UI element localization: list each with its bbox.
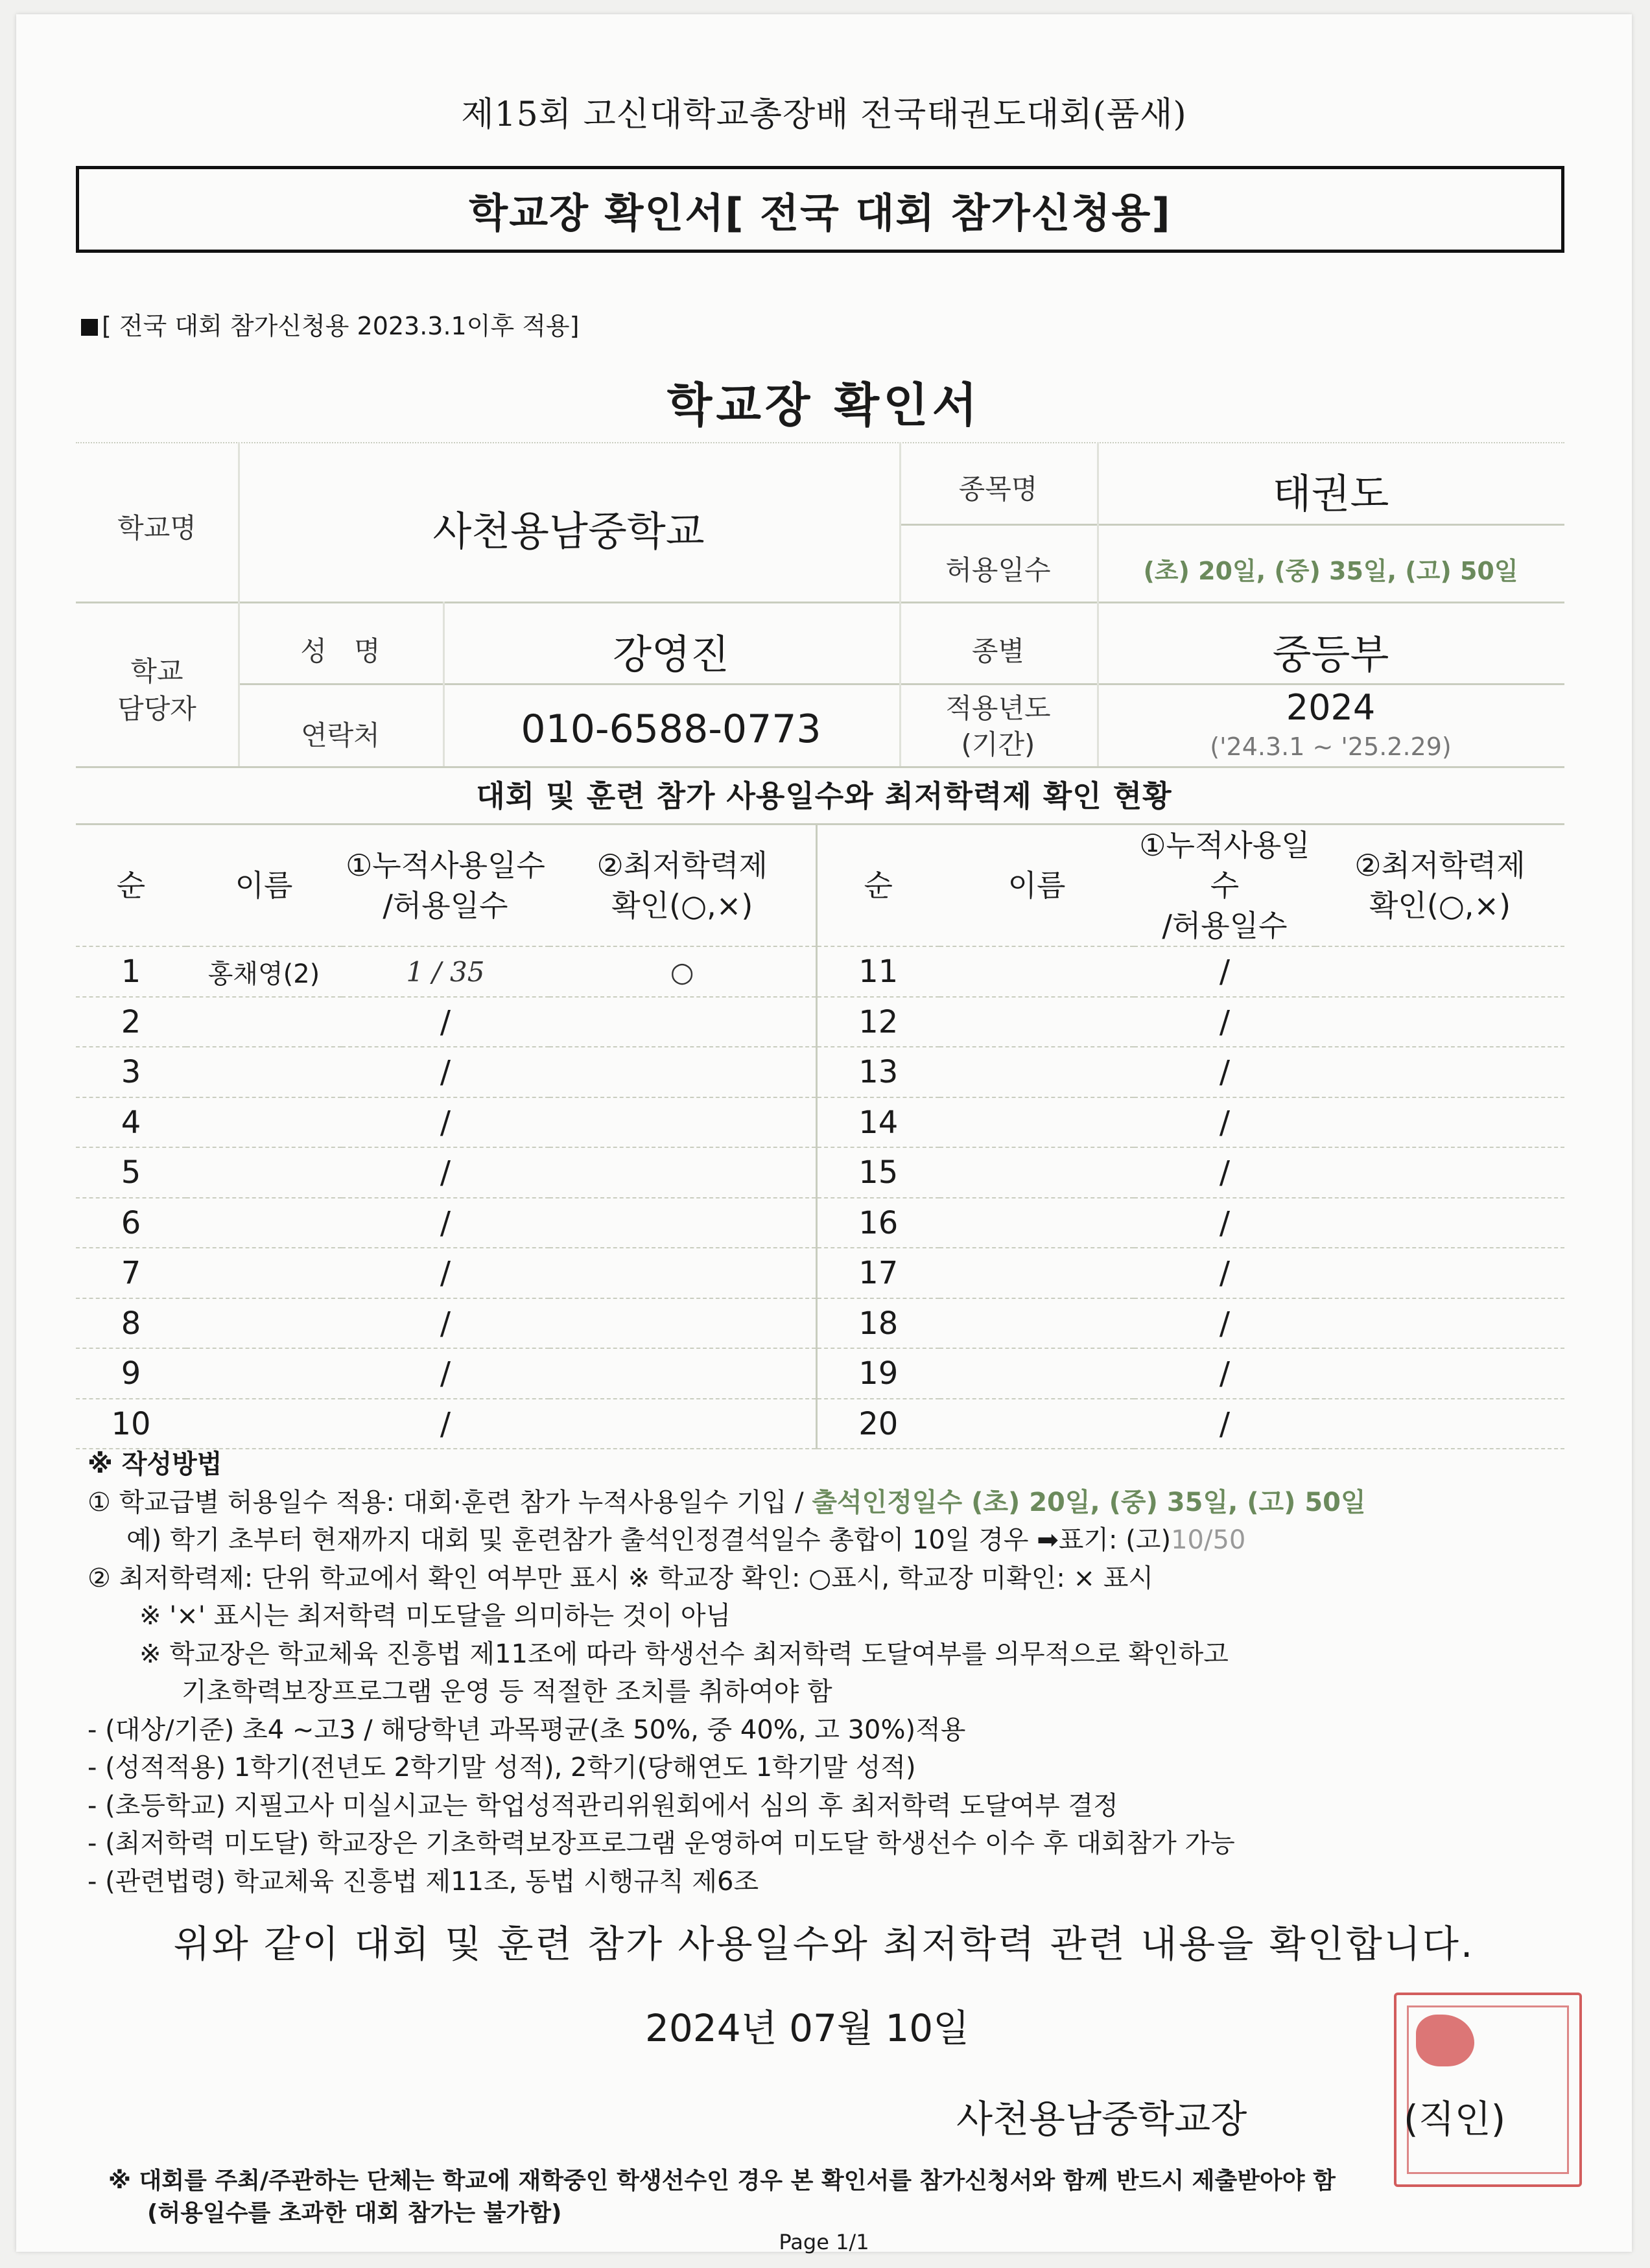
contact-label: 연락처 xyxy=(301,719,380,751)
header-name: 이름 xyxy=(186,824,342,947)
row-days: / xyxy=(342,1298,549,1349)
row-name xyxy=(186,1147,342,1198)
row-check xyxy=(549,1147,816,1198)
row-check-right xyxy=(1315,1198,1564,1248)
detail-3: - (초등학교) 지필고사 미실시교는 학업성적관리위원회에서 심의 후 최저학력 도달여부 결정 xyxy=(88,1790,1118,1821)
row-check xyxy=(549,1097,816,1148)
row-name-right xyxy=(939,1198,1134,1248)
row-days: / xyxy=(342,1198,549,1248)
division-value: 중등부 xyxy=(1272,631,1389,678)
row-days: / xyxy=(342,1348,549,1399)
school-value: 사천용남중학교 xyxy=(432,508,705,555)
allowed-days-value: (초) 20일, (중) 35일, (고) 50일 xyxy=(1143,557,1518,585)
row-name xyxy=(186,1047,342,1097)
row-name-right xyxy=(939,1248,1134,1298)
row-name-right xyxy=(939,1147,1134,1198)
row-name-right xyxy=(939,1047,1134,1097)
row-no: 7 xyxy=(76,1248,186,1298)
row-no-right: 16 xyxy=(816,1198,939,1248)
row-check-right xyxy=(1315,946,1564,997)
row-no-right: 14 xyxy=(816,1097,939,1148)
header-check: ②최저학력제 확인(○,×) xyxy=(549,824,816,947)
arrow-right-icon: ➡ xyxy=(1028,1525,1059,1555)
header-days: ①누적사용일수 /허용일수 xyxy=(342,824,549,947)
row-check xyxy=(549,1248,816,1298)
table-row xyxy=(76,1348,1564,1399)
row-no: 10 xyxy=(76,1399,186,1449)
row-days-right: / xyxy=(1134,1248,1315,1298)
note-2: ② 최저학력제: 단위 학교에서 확인 여부만 표시 ※ 학교장 확인: ○표시, 학교장 미확인: × 표시 xyxy=(88,1563,1154,1593)
row-check-right xyxy=(1315,997,1564,1047)
division-label: 종별 xyxy=(971,635,1025,667)
row-name xyxy=(186,1348,342,1399)
row-name xyxy=(186,1097,342,1148)
row-no-right: 13 xyxy=(816,1047,939,1097)
row-name xyxy=(186,1298,342,1349)
footnote xyxy=(108,2165,1336,2230)
detail-5: - (관련법령) 학교체육 진흥법 제11조, 동법 시행규칙 제6조 xyxy=(88,1866,759,1897)
row-name: 홍채영(2) xyxy=(186,946,342,997)
detail-1: - (대상/기준) 초4 ~고3 / 해당학년 과목평균(초 50%, 중 40%, 고 30%)적용 xyxy=(88,1714,966,1745)
note-1 xyxy=(88,1484,1366,1522)
row-no: 1 xyxy=(76,946,186,997)
footnote-line-2: (허용일수를 초과한 대회 참가는 불가함) xyxy=(147,2200,562,2227)
row-no: 4 xyxy=(76,1097,186,1148)
application-note-text: [ 전국 대회 참가신청용 2023.3.1이후 적용] xyxy=(102,312,580,340)
table-row xyxy=(76,1047,1564,1097)
contact-value: 010-6588-0773 xyxy=(521,707,821,752)
row-days-right: / xyxy=(1134,997,1315,1047)
document-title: 학교장 확인서 xyxy=(666,378,982,432)
box-title xyxy=(76,166,1564,253)
row-days-right: / xyxy=(1134,1198,1315,1248)
note-2-c: 기초학력보장프로그램 운영 등 적절한 조치를 취하여야 함 xyxy=(182,1677,832,1707)
row-days-right: / xyxy=(1134,1348,1315,1399)
row-name-right xyxy=(939,946,1134,997)
note-1-example xyxy=(88,1521,1366,1560)
note-1-example-mark: 표기: (고) xyxy=(1058,1525,1172,1555)
row-days: 1 / 35 xyxy=(342,946,549,997)
note-1-example-value: 10/50 xyxy=(1171,1525,1246,1555)
row-days: / xyxy=(342,1097,549,1148)
issue-date: 2024년 07월 10일 xyxy=(645,2006,970,2050)
info-table xyxy=(76,442,1564,773)
instructions xyxy=(88,1445,1366,1900)
row-days: / xyxy=(342,1047,549,1097)
row-check-right xyxy=(1315,1348,1564,1399)
row-days: / xyxy=(342,1147,549,1198)
table-row xyxy=(76,1399,1564,1449)
roster-table xyxy=(76,823,1564,1449)
event-title: 제15회 고신대학교총장배 전국태권도대회(품새) xyxy=(461,95,1187,134)
header-days-right: ①누적사용일수 /허용일수 xyxy=(1134,824,1315,947)
row-no-right: 12 xyxy=(816,997,939,1047)
row-no: 6 xyxy=(76,1198,186,1248)
footnote-line-1: ※ 대회를 주최/주관하는 단체는 학교에 재학중인 학생선수인 경우 본 확인서를 참가신청서와 함께 반드시 제출받아야 함 xyxy=(108,2168,1336,2194)
row-check-right xyxy=(1315,1248,1564,1298)
row-no: 8 xyxy=(76,1298,186,1349)
sport-label: 종목명 xyxy=(958,473,1038,505)
row-check xyxy=(549,1298,816,1349)
row-name-right xyxy=(939,1348,1134,1399)
roster-title: 대회 및 훈련 참가 사용일수와 최저학력제 확인 현황 xyxy=(476,778,1172,813)
row-check-right xyxy=(1315,1298,1564,1349)
row-check xyxy=(549,1198,816,1248)
table-row xyxy=(76,1248,1564,1298)
row-name-right xyxy=(939,1399,1134,1449)
row-days-right: / xyxy=(1134,1047,1315,1097)
row-check-right xyxy=(1315,1147,1564,1198)
header-no-right: 순 xyxy=(816,824,939,947)
row-name xyxy=(186,1399,342,1449)
header-check-right: ②최저학력제 확인(○,×) xyxy=(1315,824,1564,947)
header-name-right: 이름 xyxy=(939,824,1134,947)
note-1-days: 출석인정일수 (초) 20일, (중) 35일, (고) 50일 xyxy=(812,1487,1366,1517)
row-name-right xyxy=(939,1097,1134,1148)
row-days: / xyxy=(342,1399,549,1449)
table-row xyxy=(76,946,1564,997)
detail-4: - (최저학력 미도달) 학교장은 기초학력보장프로그램 운영하여 미도달 학생선수 이수 후 대회참가 가능 xyxy=(88,1829,1235,1858)
period-value: ('24.3.1 ~ '25.2.29) xyxy=(1210,732,1452,761)
row-no-right: 20 xyxy=(816,1399,939,1449)
seal-label: (직인) xyxy=(1404,2097,1506,2141)
signer-title: 사천용남중학교장 xyxy=(956,2097,1247,2141)
row-no-right: 15 xyxy=(816,1147,939,1198)
document-page xyxy=(16,14,1632,2252)
note-1-example-text: 예) 학기 초부터 현재까지 대회 및 훈련참가 출석인정결석일수 총합이 10일 경우 xyxy=(126,1525,1029,1555)
row-days-right: / xyxy=(1134,1097,1315,1148)
row-days-right: / xyxy=(1134,946,1315,997)
manager-name-value: 강영진 xyxy=(613,631,729,678)
row-check xyxy=(549,1047,816,1097)
box-title-text: 학교장 확인서[ 전국 대회 참가신청용] xyxy=(469,189,1172,237)
table-row xyxy=(76,1097,1564,1148)
row-no: 3 xyxy=(76,1047,186,1097)
row-check-right xyxy=(1315,1047,1564,1097)
row-days: / xyxy=(342,997,549,1047)
instructions-heading: ※ 작성방법 xyxy=(88,1449,222,1479)
row-no: 9 xyxy=(76,1348,186,1399)
roster-header-row xyxy=(76,824,1564,947)
row-no-right: 11 xyxy=(816,946,939,997)
row-check: ○ xyxy=(549,946,816,997)
note-2-a: ※ '×' 표시는 최저학력 미도달을 의미하는 것이 아님 xyxy=(139,1601,731,1631)
note-1-text: ① 학교급별 허용일수 적용: 대회·훈련 참가 누적사용일수 기입 / xyxy=(88,1487,812,1517)
row-days-right: / xyxy=(1134,1298,1315,1349)
row-check xyxy=(549,1399,816,1449)
confirmation-statement: 위와 같이 대회 및 훈련 참가 사용일수와 최저학력 관련 내용을 확인합니다. xyxy=(173,1922,1475,1966)
row-days: / xyxy=(342,1248,549,1298)
application-note xyxy=(81,306,579,342)
year-label: 적용년도 (기간) xyxy=(945,692,1051,760)
detail-2: - (성적적용) 1학기(전년도 2학기말 성적), 2학기(당해연도 1학기말 성적) xyxy=(88,1753,916,1783)
note-2-b: ※ 학교장은 학교체육 진흥법 제11조에 따라 학생선수 최저학력 도달여부를 의무적으로 확인하고 xyxy=(139,1639,1229,1669)
year-value: 2024 xyxy=(1286,687,1376,728)
row-name-right xyxy=(939,1298,1134,1349)
row-no-right: 18 xyxy=(816,1298,939,1349)
table-row xyxy=(76,997,1564,1047)
square-bullet-icon xyxy=(81,319,98,336)
row-check-right xyxy=(1315,1399,1564,1449)
row-name xyxy=(186,1198,342,1248)
manager-label: 학교 담당자 xyxy=(117,655,196,725)
table-row xyxy=(76,1147,1564,1198)
row-no: 2 xyxy=(76,997,186,1047)
row-name-right xyxy=(939,997,1134,1047)
sport-value: 태권도 xyxy=(1272,470,1389,517)
row-days-right: / xyxy=(1134,1399,1315,1449)
name-label: 성 명 xyxy=(300,635,381,667)
table-row xyxy=(76,1298,1564,1349)
allowed-days-label: 허용일수 xyxy=(945,554,1051,586)
school-label: 학교명 xyxy=(117,512,196,544)
row-no: 5 xyxy=(76,1147,186,1198)
row-name xyxy=(186,997,342,1047)
page-number: Page 1/1 xyxy=(779,2230,869,2254)
header-no: 순 xyxy=(76,824,186,947)
row-check xyxy=(549,997,816,1047)
row-no-right: 19 xyxy=(816,1348,939,1399)
row-name xyxy=(186,1248,342,1298)
row-check-right xyxy=(1315,1097,1564,1148)
row-no-right: 17 xyxy=(816,1248,939,1298)
row-days-right: / xyxy=(1134,1147,1315,1198)
row-check xyxy=(549,1348,816,1399)
table-row xyxy=(76,1198,1564,1248)
